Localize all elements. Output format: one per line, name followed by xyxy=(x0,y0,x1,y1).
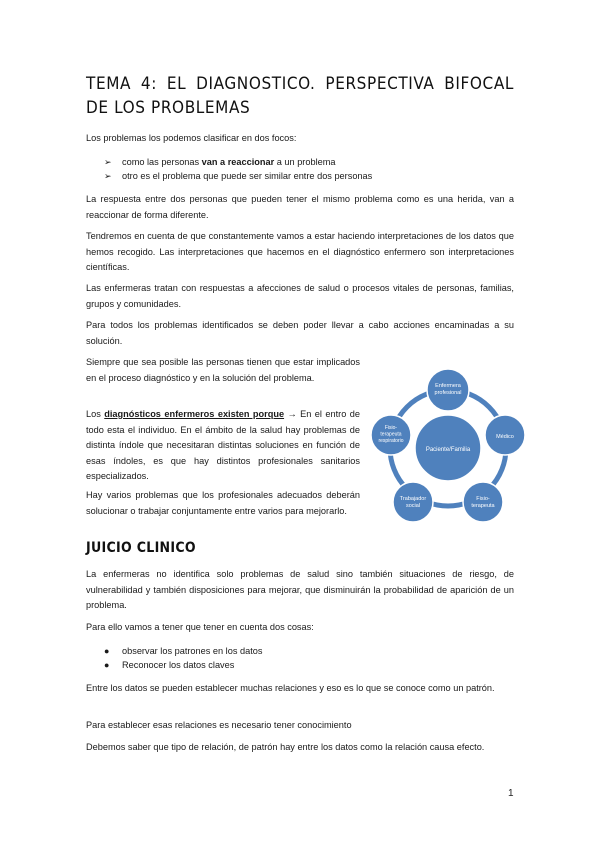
focus-bullet-list xyxy=(104,155,372,183)
page-number: 1 xyxy=(508,788,514,799)
paragraph: Hay varios problemas que los profesionales adecuados deberán solucionar o trabajar conjuntamente entre varios para mejorarlo. xyxy=(86,490,360,516)
paragraph: La enfermeras no identifica solo problemas de salud sino también situaciones de riesgo, de vulnerabilidad y también disposiciones para mejorar, que disminuirán la probabilidad de aparición de un problema. xyxy=(86,569,514,610)
arrow-bullet-icon: ➢ xyxy=(104,171,112,181)
bold-underlined-text: diagnósticos enfermeros existen porque xyxy=(104,409,285,419)
paragraph: Siempre que sea posible las personas tienen que estar implicados en el proceso diagnóstico y en la solución del problema. xyxy=(86,357,360,383)
node-fisioterapeuta-label: Fisio-terapeuta xyxy=(471,496,495,509)
paragraph: Para ello vamos a tener que tener en cuenta dos cosas: xyxy=(86,622,314,632)
list-item: ➢ como las personas van a reaccionar a un problema xyxy=(104,157,336,167)
list-item: ➢ otro es el problema que puede ser similar entre dos personas xyxy=(104,171,373,181)
round-bullet-icon: ● xyxy=(104,660,110,670)
paragraph: La respuesta entre dos personas que pueden tener el mismo problema como es una herida, van a reaccionar de forma diferente. xyxy=(86,194,514,220)
paragraph: Debemos saber que tipo de relación, de patrón hay entre los datos como la relación causa efecto. xyxy=(86,742,485,752)
paragraph: Entre los datos se pueden establecer muchas relaciones y eso es lo que se conoce como un patrón. xyxy=(86,683,495,693)
node-trabajador-social xyxy=(393,482,433,522)
bold-text: van a reaccionar xyxy=(201,157,275,167)
paragraph: Para todos los problemas identificados se deben poder llevar a cabo acciones encaminadas a su solución. xyxy=(86,320,514,346)
node-enfermera-label: Enfermera profesional xyxy=(434,383,462,396)
cycle-diagram xyxy=(368,362,528,527)
list-item: ● observar los patrones en los datos xyxy=(104,646,263,656)
juicio-bullet-list xyxy=(104,644,262,672)
node-medico-label: Médico xyxy=(496,434,514,440)
node-fisioterapeuta xyxy=(463,482,503,522)
node-trabajador-social-label: Trabajador social xyxy=(399,496,427,509)
paragraph: Los diagnósticos enfermeros existen porque → En el entro de todo esta el individuo. En el ámbito de la salud hay problemas de distinta índole que necesitaran distintas soluciones en función de esas índoles, es que hay distintos profesionales sanitarios especializados. xyxy=(86,409,360,481)
section-heading: JUICIO CLINICO xyxy=(86,540,196,556)
node-fisioterapeuta-respiratorio-label: Fisio-terapeuta respiratorio xyxy=(378,425,404,444)
intro-text: Los problemas los podemos clasificar en dos focos: xyxy=(86,133,297,143)
paragraph: Tendremos en cuenta de que constantemente vamos a estar haciendo interpretaciones de los datos que hemos recogido. Las interpretaciones que hacemos en el diagnóstico enfermero son interpretaciones científicas. xyxy=(86,231,514,272)
paragraph: Para establecer esas relaciones es necesario tener conocimiento xyxy=(86,720,352,730)
arrow-bullet-icon: ➢ xyxy=(104,157,112,167)
round-bullet-icon: ● xyxy=(104,646,110,656)
page-title: TEMA 4: EL DIAGNOSTICO. PERSPECTIVA BIFOCAL DE LOS PROBLEMAS xyxy=(86,74,514,118)
center-node-label: Paciente/Familia xyxy=(425,447,471,453)
list-item: ● Reconocer los datos claves xyxy=(104,660,235,670)
paragraph: Las enfermeras tratan con respuestas a afecciones de salud o procesos vitales de personas, familias, grupos y comunidades. xyxy=(86,283,514,309)
